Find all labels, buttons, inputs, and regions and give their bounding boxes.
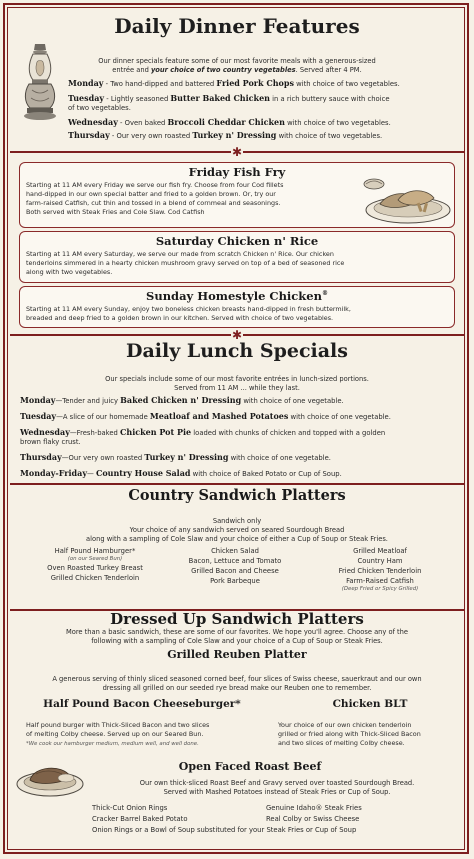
lunch-wednesday: Wednesday—Fresh-baked Chicken Pot Pie loaded with chunks of chicken and topped with a golden — [20, 427, 386, 437]
dressed-line-2: following with a sampling of Cole Slaw and your choice of a Cup of Soup or Steak Fries. — [91, 637, 383, 645]
side-cheese: Real Colby or Swiss Cheese — [266, 815, 360, 823]
sandwich-note: (Deep Fried or Spicy Grilled) — [341, 586, 419, 592]
blt-line-2: grilled or fried along with Thick-Sliced Bacon — [278, 730, 421, 738]
sandwich-title: Country Sandwich Platters — [128, 487, 346, 504]
blt-line-1: Your choice of our own chicken tenderloin — [278, 721, 412, 729]
blt-title: Chicken BLT — [332, 698, 408, 710]
dinner-tuesday: Tuesday - Lightly seasoned Butter Baked Chicken in a rich buttery sauce with choice — [68, 93, 390, 103]
star-divider-icon: ✱ — [231, 145, 243, 159]
lunch-wednesday-cont: brown flaky crust. — [20, 438, 81, 446]
reuben-title: Grilled Reuben Platter — [167, 648, 307, 661]
dinner-intro-2: entrée and your choice of two country vegetables. Served after 4 PM. — [112, 66, 362, 74]
reuben-line-2: dressing all grilled on our seeded rye bread make our Reuben one to remember. — [102, 684, 372, 692]
roast-line-2: Served with Mashed Potatoes instead of Steak Fries or Cup of Soup. — [163, 788, 391, 796]
dinner-thursday: Thursday - Our very own roasted Turkey n' Dressing with choice of two vegetables. — [68, 130, 383, 140]
lunch-monday-friday: Monday-Friday— Country House Salad with choice of Baked Potato or Cup of Soup. — [20, 468, 342, 478]
dressed-line-1: More than a basic sandwich, these are some of our favorites. We hope you'll agree. Choose any of the — [65, 628, 409, 636]
lunch-thursday: Thursday—Our very own roasted Turkey n' Dressing with choice of one vegetable. — [20, 452, 331, 462]
saturday-line-1: Starting at 11 AM every Saturday, we serve our made from scratch Chicken n' Rice. Our chicken — [26, 250, 334, 258]
reuben-line-1: A generous serving of thinly sliced seasoned corned beef, four slices of Swiss cheese, sauerkraut and our own — [52, 675, 422, 683]
sandwich-item: Oven Roasted Turkey Breast — [47, 564, 143, 572]
side-onion-rings: Thick-Cut Onion Rings — [92, 804, 168, 812]
saturday-title: Saturday Chicken n' Rice — [155, 234, 319, 248]
saturday-box — [19, 231, 455, 283]
blt-line-3: and two slices of melting Colby cheese. — [278, 739, 405, 747]
sandwich-item: Fried Chicken Tenderloin — [338, 567, 422, 575]
sandwich-col-middle — [170, 546, 300, 586]
sandwich-line-2: Your choice of any sandwich served on seared Sourdough Bread — [129, 526, 345, 534]
sandwich-line-1: Sandwich only — [212, 517, 262, 525]
bacon-line-2: of melting Colby cheese. Served up on our Seared Bun. — [26, 730, 204, 738]
lunch-intro-2: Served from 11 AM ... while they last. — [174, 384, 300, 392]
section-divider — [10, 483, 464, 485]
sunday-box — [19, 286, 455, 328]
sunday-line-2: breaded and deep fried to a golden brown in our kitchen. Served with choice of two vegetables. — [26, 314, 334, 322]
sandwich-item: Half Pound Hamburger* — [54, 547, 136, 555]
friday-line-4: Both served with Steak Fries and Cole Slaw. Cod Catfish — [26, 208, 205, 216]
dinner-wednesday: Wednesday - Oven baked Broccoli Cheddar Chicken with choice of two vegetables. — [68, 117, 391, 127]
dinner-title: Daily Dinner Features — [114, 14, 360, 38]
roast-title: Open Faced Roast Beef — [178, 760, 322, 773]
sandwich-item: Chicken Salad — [211, 547, 259, 555]
side-steak-fries: Genuine Idaho® Steak Fries — [266, 804, 362, 812]
sunday-title: Sunday Homestyle Chicken® — [146, 289, 328, 303]
dinner-intro-1: Our dinner specials feature some of our most favorite meals with a generous-sized — [98, 57, 376, 65]
friday-line-1: Starting at 11 AM every Friday we serve our fish fry. Choose from four Cod fillets — [26, 181, 284, 189]
side-substitution: Onion Rings or a Bowl of Soup substituted for your Steak Fries or Cup of Soup — [92, 826, 357, 834]
lunch-intro-1: Our specials include some of our most favorite entrées in lunch-sized portions. — [105, 375, 369, 383]
side-baked-potato: Cracker Barrel Baked Potato — [92, 815, 188, 823]
sandwich-item: Country Ham — [357, 557, 403, 565]
sandwich-item: Grilled Bacon and Cheese — [191, 567, 279, 575]
lunch-monday: Monday—Tender and juicy Baked Chicken n' Dressing with choice of one vegetable. — [20, 395, 344, 405]
saturday-line-2: tenderloins simmered in a hearty chicken mushroom gravy served on top of a bed of seasoned rice — [26, 259, 345, 267]
sandwich-item: Pork Barbeque — [210, 577, 260, 585]
lamp-illustration — [20, 40, 60, 122]
sandwich-item: Grilled Meatloaf — [353, 547, 407, 555]
friday-line-2: hand-dipped in our own special batter and fried to a golden brown. Or, try our — [26, 190, 276, 198]
sandwich-col-right — [310, 546, 450, 593]
saturday-line-3: along with two vegetables. — [26, 268, 113, 276]
sandwich-item: Grilled Chicken Tenderloin — [50, 574, 140, 582]
star-divider-icon: ✱ — [231, 328, 243, 342]
friday-title: Friday Fish Fry — [188, 165, 286, 179]
sandwich-note: (on our Seared Bun) — [67, 556, 123, 562]
fish-platter-illustration — [358, 170, 452, 226]
roast-line-1: Our own thick-sliced Roast Beef and Gravy served over toasted Sourdough Bread. — [139, 779, 415, 787]
sandwich-line-3: along with a sampling of Cole Slaw and your choice of either a Cup of Soup or Steak Fries. — [86, 535, 388, 543]
sandwich-col-left — [30, 546, 160, 583]
bacon-title: Half Pound Bacon Cheeseburger* — [43, 698, 241, 710]
dinner-monday: Monday - Two hand-dipped and battered Fried Pork Chops with choice of two vegetables. — [68, 78, 400, 88]
sandwich-item: Farm-Raised Catfish — [346, 577, 414, 585]
sunday-line-1: Starting at 11 AM every Sunday, enjoy two boneless chicken breasts hand-dipped in fresh buttermilk, — [26, 305, 351, 313]
lunch-tuesday: Tuesday—A slice of our homemade Meatloaf and Mashed Potatoes with choice of one vegetable. — [20, 411, 391, 421]
sandwich-item: Bacon, Lettuce and Tomato — [188, 557, 282, 565]
bacon-line-1: Half pound burger with Thick-Sliced Bacon and two slices — [26, 721, 210, 729]
friday-line-3: farm-raised Catfish, cut thin and tossed in a blend of cornmeal and seasonings. — [26, 199, 281, 207]
dressed-title: Dressed Up Sandwich Platters — [110, 610, 364, 628]
dinner-tuesday-cont: of two vegetables. — [68, 104, 131, 112]
lunch-title: Daily Lunch Specials — [126, 340, 348, 362]
bacon-note: *We cook our hamburger medium, medium well, and well done. — [26, 741, 199, 747]
